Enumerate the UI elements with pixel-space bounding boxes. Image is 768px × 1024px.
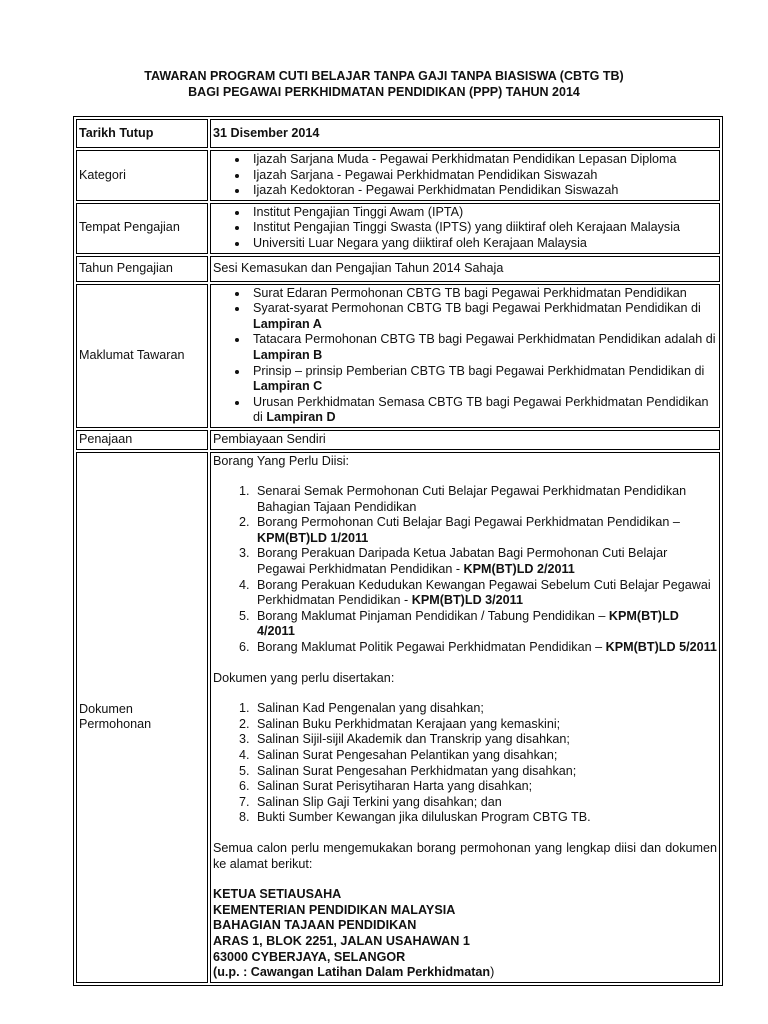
item-text: Borang Permohonan Cuti Belajar Bagi Pegawai Perkhidmatan Pendidikan – [257, 515, 680, 530]
list-item [253, 484, 717, 515]
item-text: Syarat-syarat Permohonan CBTG TB bagi Pegawai Perkhidmatan Pendidikan di [253, 301, 701, 316]
attention-close: ) [490, 965, 495, 980]
address-line: KETUA SETIAUSAHA [213, 887, 342, 902]
list-item [249, 301, 717, 332]
address-line: 63000 CYBERJAYA, SELANGOR [213, 949, 406, 964]
tempat-list [213, 205, 717, 252]
value-tarikh-tutup: 31 Disember 2014 [210, 119, 720, 148]
item-text: Urusan Perkhidmatan Semasa CBTG TB bagi Pegawai Perkhidmatan Pendidikan di [253, 394, 709, 425]
list-item: • Universiti Luar Negara yang diiktiraf oleh Kerajaan Malaysia [249, 236, 717, 252]
item-ref: Lampiran D [266, 410, 336, 425]
mailing-address [213, 887, 717, 981]
row-kategori [76, 150, 720, 201]
maklumat-list [213, 286, 717, 426]
list-item: 4. Salinan Surat Pengesahan Pelantikan yang disahkan; [253, 748, 717, 764]
item-text: Surat Edaran Permohonan CBTG TB bagi Pegawai Perkhidmatan Pendidikan [253, 285, 687, 300]
lampiran-heading: Dokumen yang perlu disertakan: [213, 670, 395, 685]
value-kategori [210, 150, 720, 201]
item-ref: Lampiran A [253, 316, 322, 331]
attention-text: (u.p. : Cawangan Latihan Dalam Perkhidmatan [213, 965, 491, 980]
list-item [253, 609, 717, 640]
list-item [253, 578, 717, 609]
value-tempat-pengajian [210, 203, 720, 254]
kategori-list [213, 152, 717, 199]
address-line: BAHAGIAN TAJAAN PENDIDIKAN [213, 918, 417, 933]
list-item [253, 546, 717, 577]
form-code: KPM(BT)LD 5/2011 [605, 640, 717, 655]
item-text: Prinsip – prinsip Pemberian CBTG TB bagi Pegawai Perkhidmatan Pendidikan di [253, 363, 705, 378]
list-item: • Ijazah Kedoktoran - Pegawai Perkhidmatan Pendidikan Siswazah [249, 183, 717, 199]
list-item: 3. Salinan Sijil-sijil Akademik dan Transkrip yang disahkan; [253, 732, 717, 748]
list-item: 8. Bukti Sumber Kewangan jika diluluskan Program CBTG TB. [253, 810, 717, 826]
item-text: Borang Perakuan Daripada Ketua Jabatan Bagi Permohonan Cuti Belajar Pegawai Perkhidmatan Pendidikan - [257, 546, 668, 577]
item-ref: Lampiran C [253, 379, 323, 394]
address-line: KEMENTERIAN PENDIDIKAN MALAYSIA [213, 902, 456, 917]
row-penajaan [76, 430, 720, 450]
item-ref: Lampiran B [253, 347, 323, 362]
form-code: KPM(BT)LD 1/2011 [257, 530, 369, 545]
row-dokumen-permohonan [76, 452, 720, 983]
title-line-2: BAGI PEGAWAI PERKHIDMATAN PENDIDIKAN (PPP) TAHUN 2014 [188, 85, 580, 99]
address-attention [213, 965, 717, 981]
list-item: • Institut Pengajian Tinggi Swasta (IPTS) yang diiktiraf oleh Kerajaan Malaysia [249, 220, 717, 236]
borang-list [213, 484, 717, 656]
label-dokumen-permohonan: Dokumen Permohonan [76, 452, 208, 983]
list-item: • Ijazah Sarjana Muda - Pegawai Perkhidmatan Pendidikan Lepasan Diploma [249, 152, 717, 168]
item-text: Borang Perakuan Kedudukan Kewangan Pegawai Sebelum Cuti Belajar Pegawai Perkhidmatan Pendidikan - [257, 577, 711, 608]
list-item: 7. Salinan Slip Gaji Terkini yang disahkan; dan [253, 795, 717, 811]
form-code: KPM(BT)LD 4/2011 [257, 608, 679, 639]
item-text: Borang Maklumat Pinjaman Pendidikan / Tabung Pendidikan – [257, 608, 609, 623]
row-tarikh-tutup [76, 119, 720, 148]
label-maklumat-tawaran: Maklumat Tawaran [76, 284, 208, 428]
borang-heading: Borang Yang Perlu Diisi: [213, 453, 350, 468]
list-item: 1. Salinan Kad Pengenalan yang disahkan; [253, 701, 717, 717]
item-text: Borang Maklumat Politik Pegawai Perkhidmatan Pendidikan – [257, 640, 606, 655]
value-dokumen-permohonan [210, 452, 720, 983]
list-item [253, 515, 717, 546]
label-kategori: Kategori [76, 150, 208, 201]
label-tempat-pengajian: Tempat Pengajian [76, 203, 208, 254]
item-text: Senarai Semak Permohonan Cuti Belajar Pegawai Perkhidmatan Pendidikan Bahagian Tajaan Pendidikan [257, 484, 687, 514]
label-tahun-pengajian: Tahun Pengajian [76, 256, 208, 282]
list-item [249, 395, 717, 426]
list-item: 5. Salinan Surat Pengesahan Perkhidmatan yang disahkan; [253, 764, 717, 780]
label-tarikh-tutup: Tarikh Tutup [76, 119, 208, 148]
offer-table [73, 116, 723, 986]
list-item [249, 286, 717, 302]
list-item [253, 640, 717, 656]
value-maklumat-tawaran [210, 284, 720, 428]
row-maklumat-tawaran [76, 284, 720, 428]
list-item [249, 364, 717, 395]
list-item: 2. Salinan Buku Perkhidmatan Kerajaan yang kemaskini; [253, 717, 717, 733]
row-tahun-pengajian [76, 256, 720, 282]
form-code: KPM(BT)LD 3/2011 [411, 593, 523, 608]
document-title [0, 68, 768, 100]
value-tahun-pengajian: Sesi Kemasukan dan Pengajian Tahun 2014 Sahaja [210, 256, 720, 282]
list-item: • Institut Pengajian Tinggi Awam (IPTA) [249, 205, 717, 221]
lampiran-list [213, 701, 717, 826]
address-line: ARAS 1, BLOK 2251, JALAN USAHAWAN 1 [213, 933, 470, 948]
list-item: 6. Salinan Surat Perisytiharan Harta yang disahkan; [253, 779, 717, 795]
title-line-1: TAWARAN PROGRAM CUTI BELAJAR TANPA GAJI TANPA BIASISWA (CBTG TB) [144, 69, 624, 83]
list-item [249, 332, 717, 363]
value-penajaan: Pembiayaan Sendiri [210, 430, 720, 450]
closing-paragraph: Semua calon perlu mengemukakan borang permohonan yang lengkap diisi dan dokumen ke alamat berikut: [213, 840, 717, 871]
item-text: Tatacara Permohonan CBTG TB bagi Pegawai Perkhidmatan Pendidikan adalah di [253, 332, 716, 347]
form-code: KPM(BT)LD 2/2011 [463, 562, 575, 577]
row-tempat-pengajian [76, 203, 720, 254]
list-item: • Ijazah Sarjana - Pegawai Perkhidmatan Pendidikan Siswazah [249, 168, 717, 184]
label-penajaan: Penajaan [76, 430, 208, 450]
